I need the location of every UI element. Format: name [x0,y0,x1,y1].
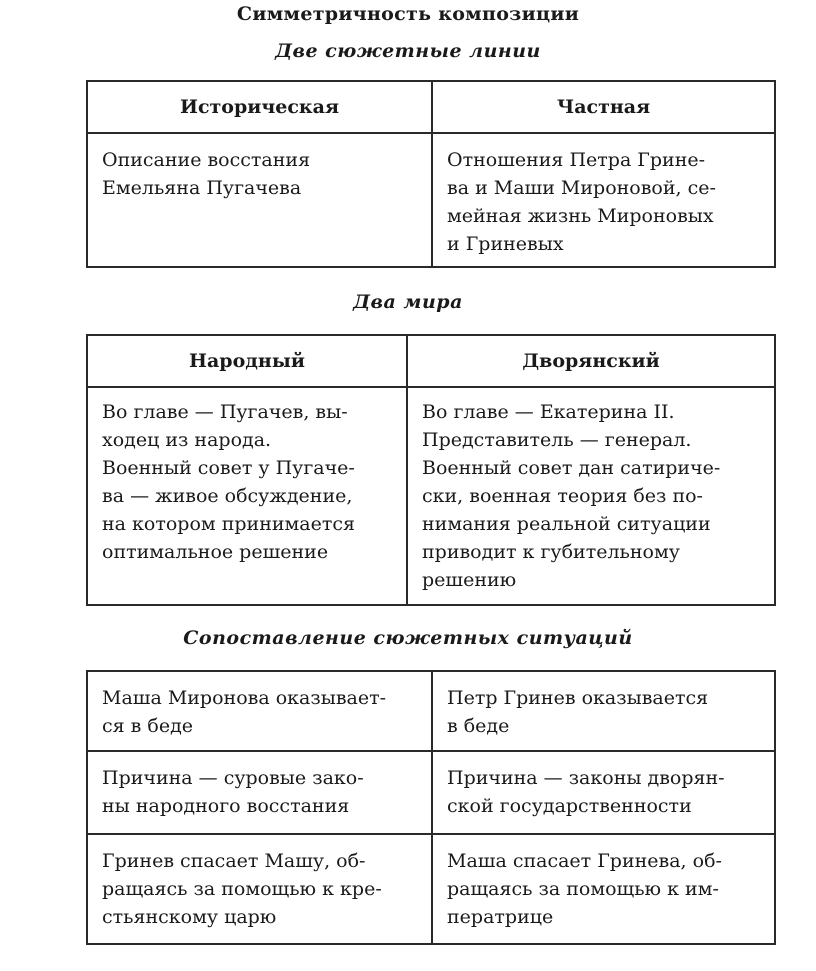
table-cell: Описание восстания Емельяна Пугачева [102,149,311,199]
table-row [87,834,775,944]
table-cell: Гринев спасает Машу, об- ращаясь за помощью к кре- стьянскому царю [102,850,382,928]
column-header: Дворянский [407,335,775,387]
table-cell: Причина — суровые зако- ны народного восстания [102,767,364,817]
table-cell: Маша спасает Гринева, об- ращаясь за помощью к им- ператрице [447,850,722,928]
column-header: Историческая [87,81,432,133]
table-header-row [87,81,775,133]
table-cell: Маша Миронова оказывает- ся в беде [102,687,387,737]
table-two-worlds [86,334,776,606]
column-header: Народный [87,335,407,387]
table-plot-situations [86,670,776,945]
table-plot-lines [86,80,776,268]
page-title: Симметричность композиции [236,3,580,25]
table-row [87,133,775,267]
table-cell: Отношения Петра Грине- ва и Маши Мироновой, се- мейная жизнь Мироновых и Гриневых [447,149,716,255]
table-row [87,751,775,834]
table-cell: Во главе — Пугачев, вы- ходец из народа. Военный совет у Пугаче- ва — живое обсуждение, на котором принимается оптимальное решение [102,401,356,563]
column-header: Частная [432,81,775,133]
table-row [87,671,775,751]
table-cell: Петр Гринев оказывается в беде [447,687,709,737]
section-heading-plot-situations: Сопоставление сюжетных ситуаций [183,627,633,649]
table-row [87,387,775,605]
section-heading-plot-lines: Две сюжетные линии [275,40,541,62]
table-cell: Во главе — Екатерина II. Представитель — генерал. Военный совет дан сатириче- ски, военная теория без по- нимания реальной ситуации приводит к губительному решению [422,401,721,591]
table-cell: Причина — законы дворян- ской государственности [447,767,725,817]
section-heading-two-worlds: Два мира [353,291,463,313]
table-header-row [87,335,775,387]
